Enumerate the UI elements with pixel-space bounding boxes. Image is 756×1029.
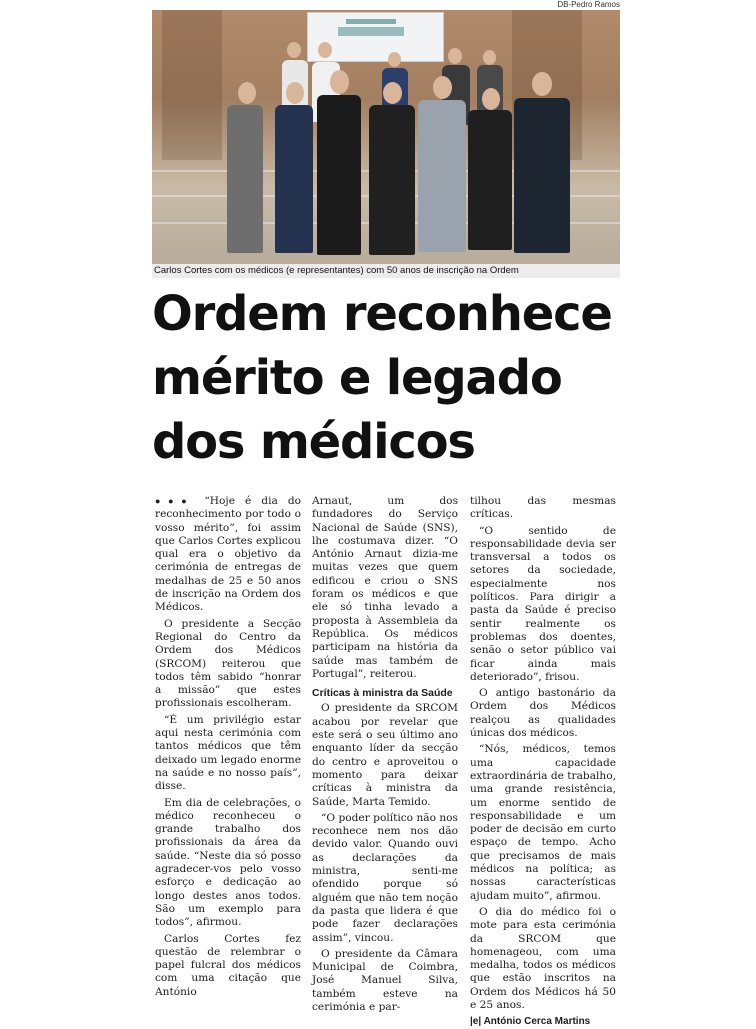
paragraph: O antigo bastonário da Ordem dos Médicos realçou as qualidades únicas dos médicos. [470, 687, 616, 740]
photo-credit: DB-Pedro Ramos [557, 0, 620, 9]
paragraph: Em dia de celebrações, o médico reconheceu o grande trabalho dos profissionais da área da saúde. “Neste dia só posso agradecer-vos pelo vosso esforço e dedicação ao longo destes anos todos. São um exemplo para todos”, afirmou. [155, 796, 301, 929]
paragraph: “O poder político não nos reconhece nem nos dão devido valor. Quando ouvi as declarações da ministra, senti-me ofendido porque só alguém que não tem noção da pasta que lidera é que pode fazer declarações assim”, vincou. [312, 811, 458, 944]
paragraph: ●●● “Hoje é dia do reconhecimento por todo o vosso mérito”, foi assim que Carlos Cortes explicou qual era o objetivo da cerimónia de entregas de medalhas de 25 e 50 anos de inscrição na Ordem dos Médicos. [155, 495, 301, 614]
paragraph: O presidente da SRCOM acabou por revelar que este será o seu último ano enquanto líder da secção do centro e aproveitou o momento para deixar críticas à ministra da Saúde, Marta Temido. [312, 702, 458, 808]
article-column-2 [312, 495, 458, 1017]
paragraph: O dia do médico foi o mote para esta cerimónia da SRCOM que homenageou, com uma medalha, todos os médicos que estão inscritos na Ordem dos Médicos há 50 e 25 anos. [470, 905, 616, 1011]
group-photo [152, 10, 620, 265]
paragraph: O presidente da Câmara Municipal de Coimbra, José Manuel Silva, também esteve na cerimónia e par- [312, 947, 458, 1013]
paragraph: O presidente a Secção Regional do Centro da Ordem dos Médicos (SRCOM) reiterou que todos têm sabido “honrar a missão” que estes profissionais escolheram. [155, 617, 301, 710]
paragraph: “O sentido de responsabilidade devia ser transversal a todos os setores da sociedade, especialmente nos políticos. Para dirigir a pasta da Saúde é preciso sentir realmente os problemas dos doentes, senão o setor público vai ficar ainda mais deteriorado”, frisou. [470, 524, 616, 683]
byline: |e| António Cerca Martins [470, 1016, 591, 1028]
article-column-3 [470, 495, 616, 1029]
paragraph: tilhou das mesmas críticas. [470, 495, 616, 521]
paragraph: Arnaut, um dos fundadores do Serviço Nacional de Saúde (SNS), lhe costumava dizer. “O António Arnaut dizia-me muitas vezes que quem edificou e criou o SNS foram os médicos e que ele só tinha levado a proposta à Assembleia da República. Os médicos participam na história da saúde mas também de Portugal”, reiterou. [312, 495, 458, 680]
paragraph: “É um privilégio estar aqui nesta cerimónia com tantos médicos que têm deixado um legado enorme na saúde e no nosso país”, disse. [155, 713, 301, 793]
paragraph: “Nós, médicos, temos uma capacidade extraordinária de trabalho, uma grande resistência, um enorme sentido de responsabilidade e um poder de decisão em curto espaço de tempo. Acho que precisamos de mais médicos na política; as nossas características ajudam muito”, afirmou. [470, 743, 616, 902]
photo-caption: Carlos Cortes com os médicos (e representantes) com 50 anos de inscrição na Ordem [152, 264, 620, 278]
subheading: Críticas à ministra da Saúde [312, 687, 453, 700]
paragraph: Carlos Cortes fez questão de relembrar o papel fulcral dos médicos com uma citação que António [155, 932, 301, 998]
article-column-1 [155, 495, 301, 1002]
headline: Ordem reconhece mérito e legado dos médicos [152, 286, 612, 470]
bullet-icons: ●●● [155, 496, 195, 506]
